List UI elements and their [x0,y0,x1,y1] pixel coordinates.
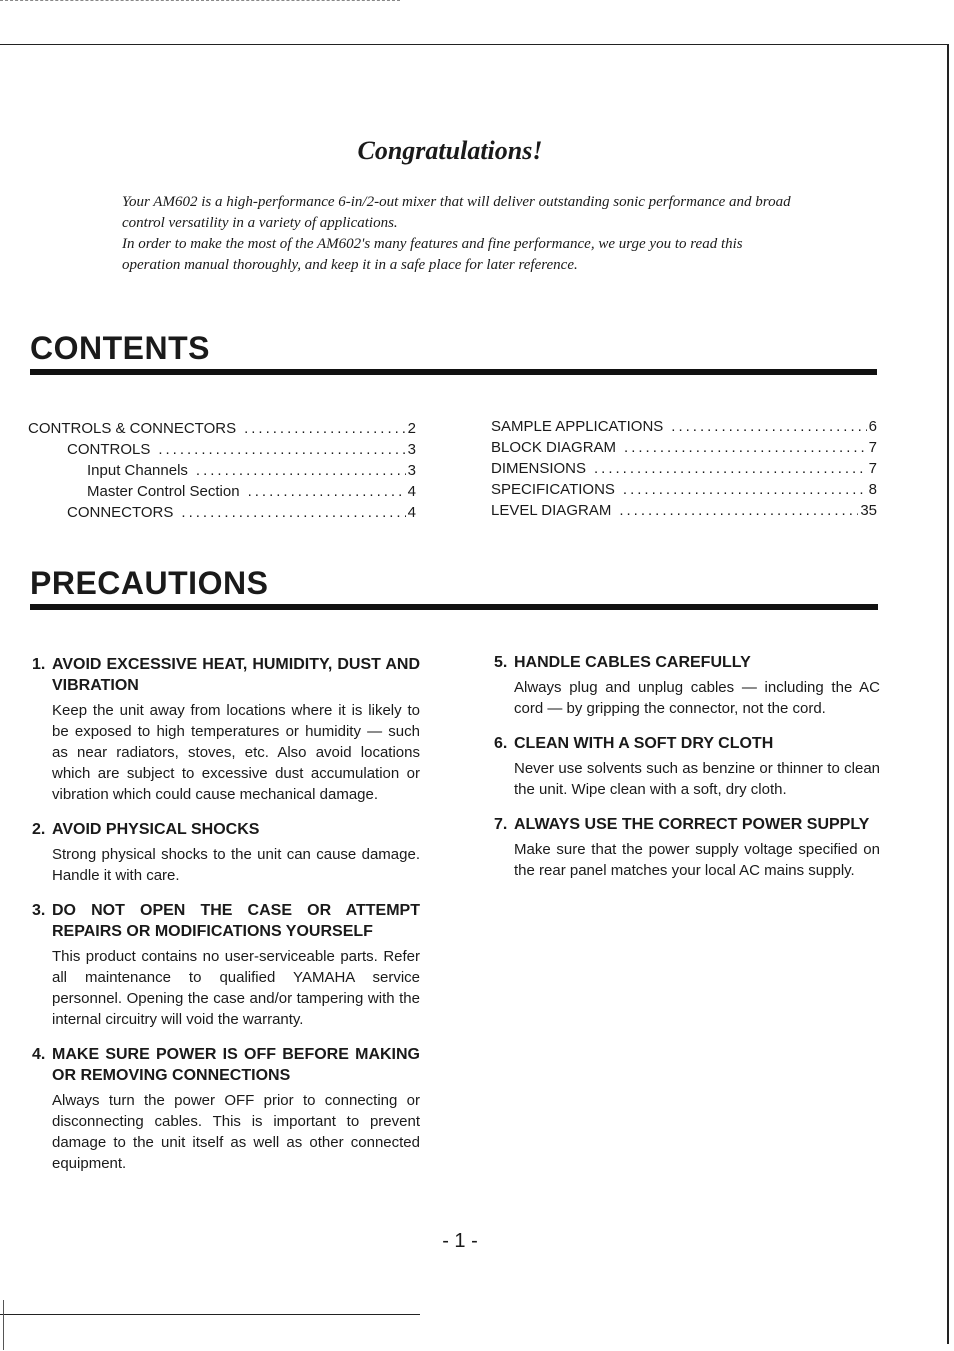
page-number: - 1 - [442,1230,478,1252]
intro-paragraph: In order to make the most of the AM602's many features and fine performance, we urge you to read this operation manual thoroughly, and keep it in a safe place for later reference. [122,236,743,273]
precaution-item [494,814,880,881]
precaution-title: 2. AVOID PHYSICAL SHOCKS [32,821,260,838]
intro-paragraph: Your AM602 is a high-performance 6-in/2-out mixer that will deliver outstanding sonic performance and broad control versatility in a variety of applications. [122,194,791,231]
precaution-item [32,900,420,1030]
right-margin-rule [947,44,949,1344]
precaution-body: Always turn the power OFF prior to connecting or disconnecting cables. This is important to prevent damage to the unit itself as well as other connected equipment. [52,1092,420,1172]
toc-entry[interactable]: LEVEL DIAGRAM ..... 35 [491,500,877,521]
toc-entry[interactable]: BLOCK DIAGRAM ..... 7 [491,437,877,458]
precaution-title: 4. MAKE SURE POWER IS OFF BEFORE MAKING OR REMOVING CONNECTIONS [32,1046,420,1084]
precaution-body: This product contains no user-serviceable parts. Refer all maintenance to qualified YAMAHA service personnel. Opening the case and/or tampering with the internal circuitry will void the warranty. [52,948,420,1028]
contents-heading-bar [30,369,877,375]
precaution-item [32,819,420,886]
toc-entry[interactable]: CONTROLS & CONNECTORS ..... 2 [28,418,416,439]
precaution-item [494,733,880,800]
precaution-item [32,1044,420,1174]
precaution-title: 6. CLEAN WITH A SOFT DRY CLOTH [494,735,774,752]
precaution-body: Always plug and unplug cables — including the AC cord — by gripping the connector, not the cord. [514,679,880,717]
top-thin-rule [0,0,400,1]
precaution-item [494,652,880,719]
contents-left-column [28,418,416,523]
precautions-heading: PRECAUTIONS [30,565,269,601]
toc-entry[interactable]: DIMENSIONS ..... 7 [491,458,877,479]
left-margin-tick [3,1300,4,1350]
toc-entry[interactable]: SPECIFICATIONS ..... 8 [491,479,877,500]
precaution-item [32,654,420,805]
congratulations-title: Congratulations! [357,136,543,165]
precaution-title: 5. HANDLE CABLES CAREFULLY [494,654,751,671]
precaution-body: Keep the unit away from locations where it is likely to be exposed to high temperatures or humidity — such as near radiators, stoves, etc. Also avoid locations which are subject to excessive dust accumulation or vibration which could cause mechanical damage. [52,702,420,803]
toc-entry[interactable]: Master Control Section ..... 4 [28,481,416,502]
precaution-title: 7. ALWAYS USE THE CORRECT POWER SUPPLY [494,816,870,833]
precautions-right-column [494,652,880,895]
contents-heading: CONTENTS [30,330,210,366]
intro-text [122,192,802,276]
toc-entry[interactable]: Input Channels ..... 3 [28,460,416,481]
toc-entry[interactable]: SAMPLE APPLICATIONS ..... 6 [491,416,877,437]
toc-entry[interactable]: CONNECTORS ..... 4 [28,502,416,523]
precaution-body: Make sure that the power supply voltage specified on the rear panel matches your local AC mains supply. [514,841,880,879]
bottom-rule [0,1314,420,1315]
contents-right-column [491,416,877,521]
precaution-body: Never use solvents such as benzine or thinner to clean the unit. Wipe clean with a soft, dry cloth. [514,760,880,798]
precaution-title: 3. DO NOT OPEN THE CASE OR ATTEMPT REPAIRS OR MODIFICATIONS YOURSELF [32,902,420,940]
top-rule [0,44,948,45]
precaution-body: Strong physical shocks to the unit can cause damage. Handle it with care. [52,846,420,884]
precautions-heading-bar [30,604,878,610]
precaution-title: 1. AVOID EXCESSIVE HEAT, HUMIDITY, DUST AND VIBRATION [32,656,420,694]
toc-entry[interactable]: CONTROLS ..... 3 [28,439,416,460]
precautions-left-column [32,654,420,1188]
